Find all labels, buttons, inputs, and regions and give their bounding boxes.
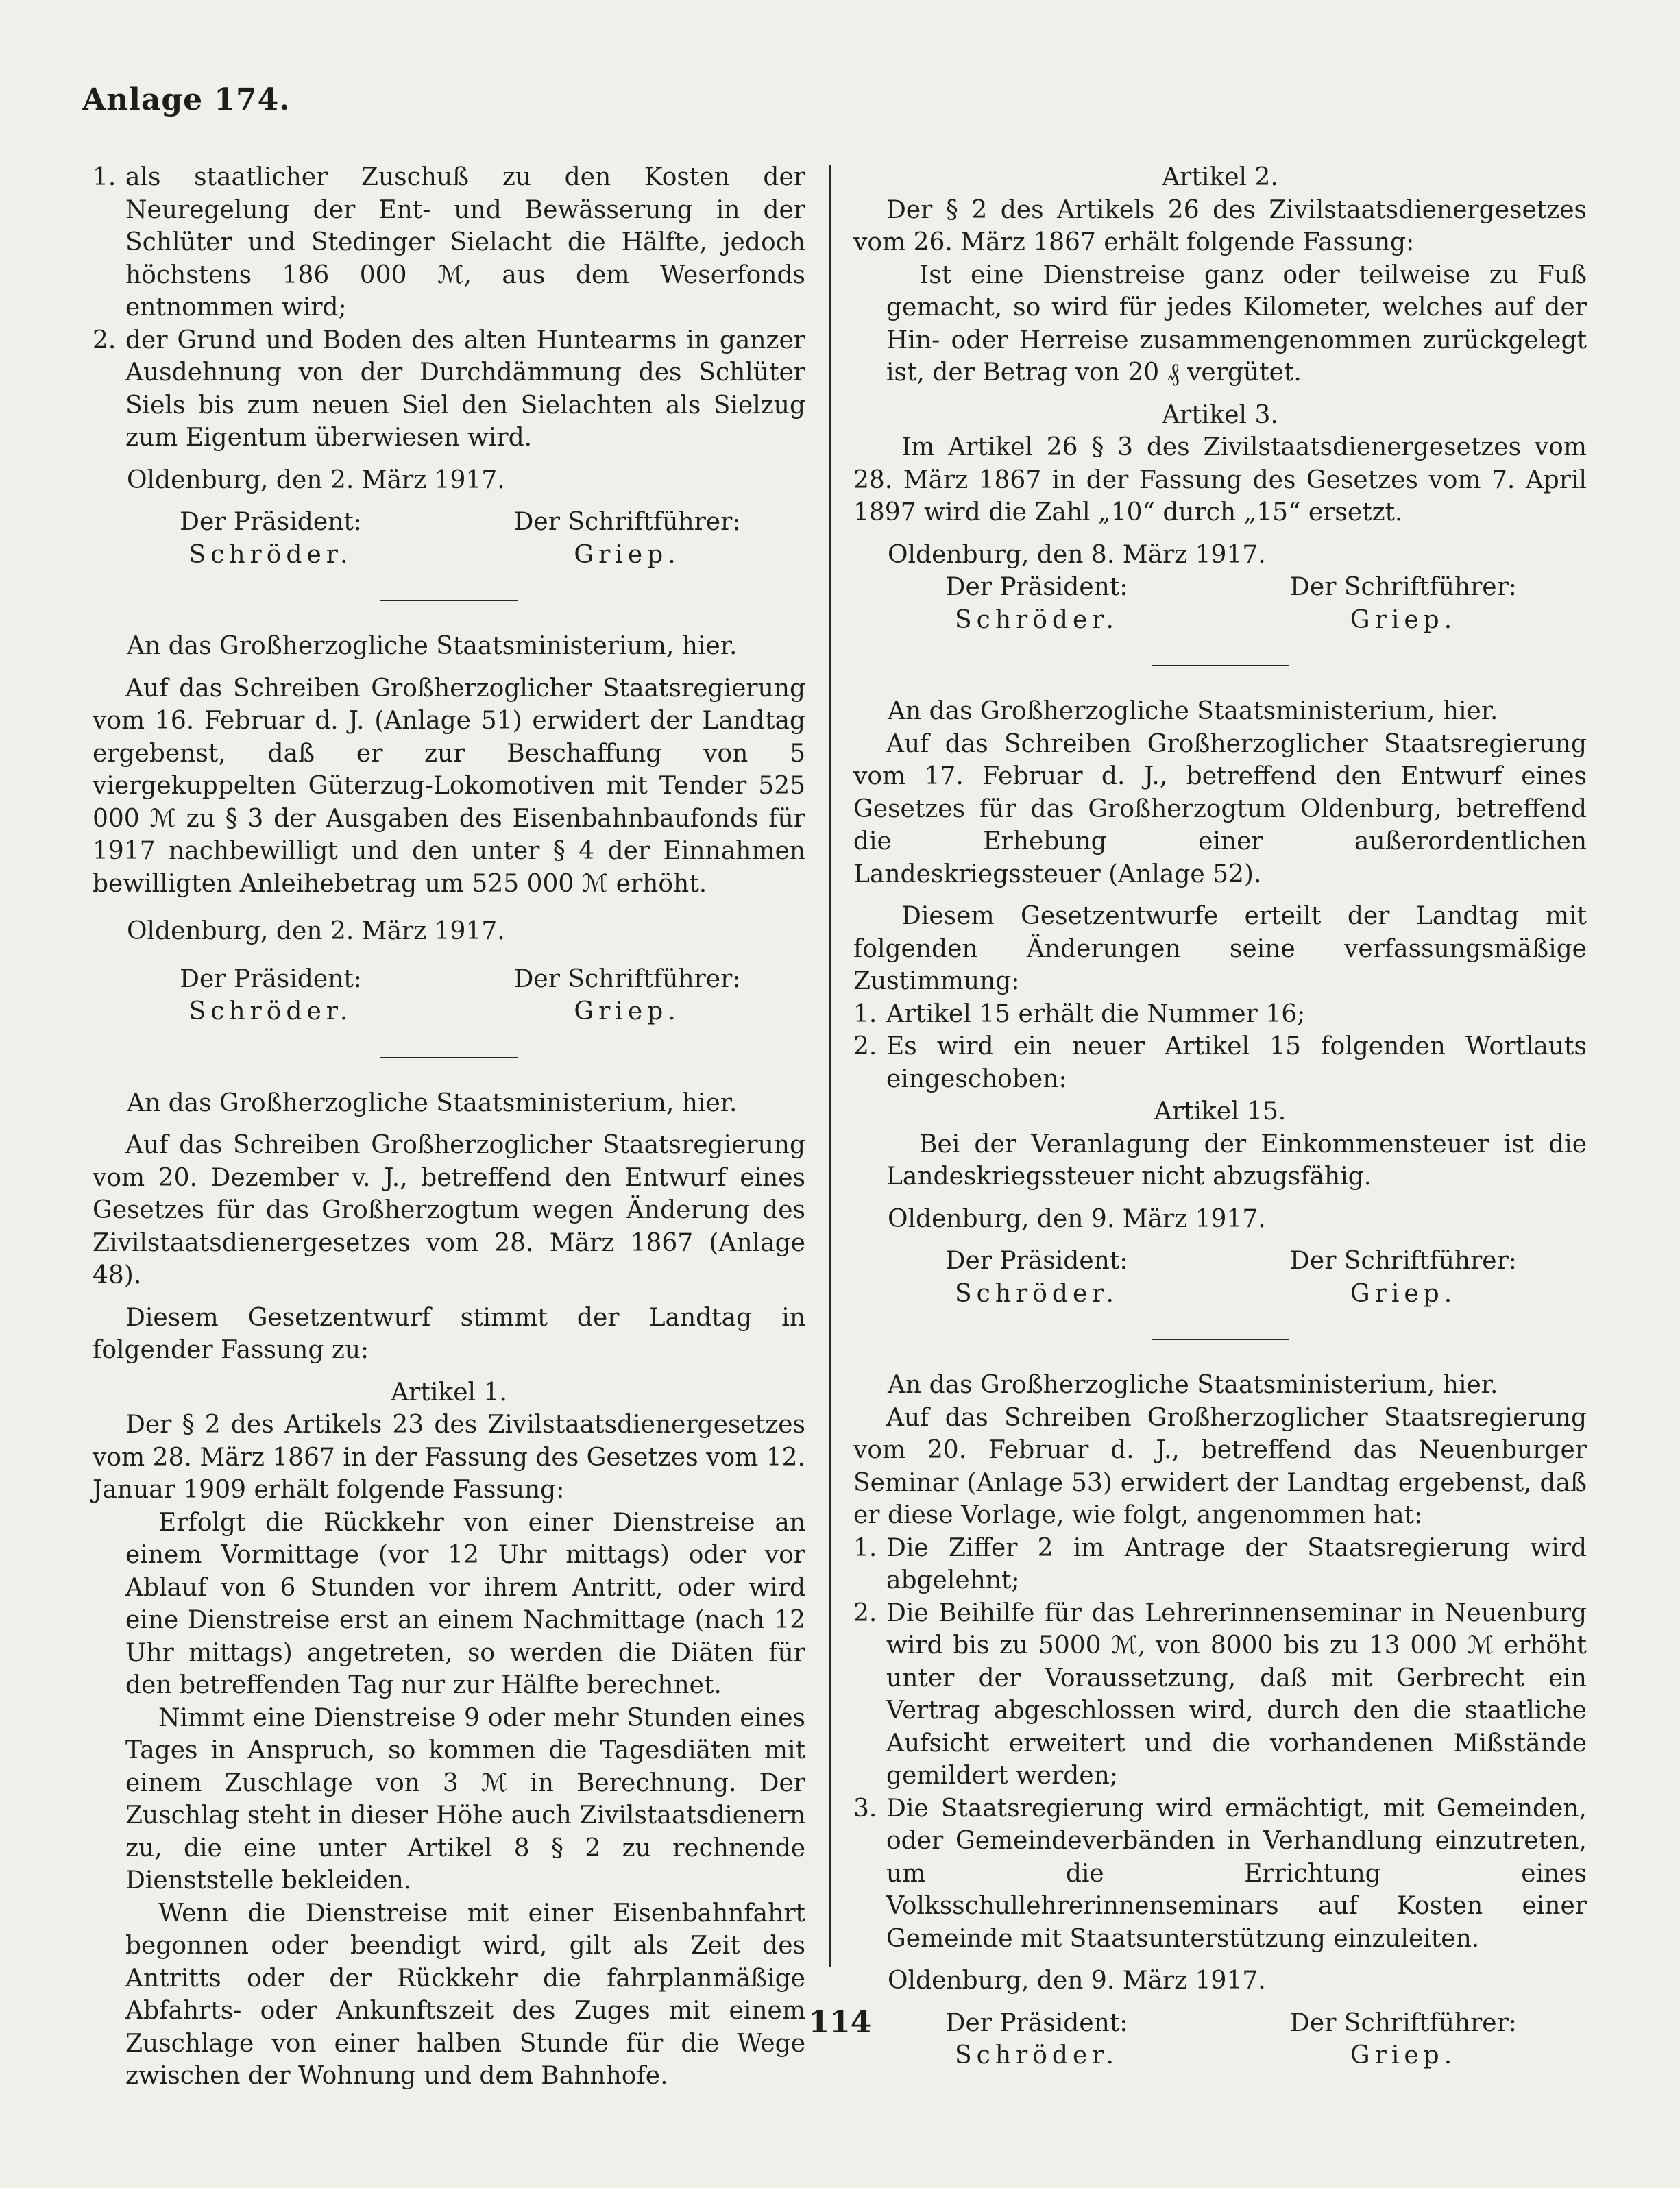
column-divider [829,165,831,1967]
secretary-title: Der Schriftführer: [1290,1247,1517,1275]
secretary-title: Der Schriftführer: [1290,2008,1517,2037]
list-text: Artikel 15 erhält die Nummer 16; [886,999,1306,1028]
list-number: 3. [853,1794,877,1823]
list-item [93,324,805,454]
article-text: Im Artikel 26 § 3 des Zivilstaatsdienergesetzes vom 28. März 1867 in der Fassung des Gesetzes vom 7. April 1897 wird die Zahl „10“ durch „15“ ersetzt. [853,433,1587,526]
section-divider [380,1057,518,1058]
left-column [93,161,805,2093]
place-date: Oldenburg, den 9. März 1917. [888,1204,1266,1233]
list-text: Die Ziffer 2 im Antrage der Staatsregierung wird abgelehnt; [886,1533,1587,1594]
body-paragraph: Auf das Schreiben Großherzoglicher Staatsregierung vom 17. Februar d. J., betreffend den Entwurf eines Gesetzes für das Großherzogtum Oldenburg, betreffend die Erhebung einer außerordentlichen Landeskriegssteuer (Anlage 52). [853,729,1587,888]
president-name: Schröder. [955,605,1119,634]
list-item [853,1792,1587,1956]
list-text: Es wird ein neuer Artikel 15 folgenden Wortlauts eingeschoben: [886,1032,1587,1093]
body-paragraph: Auf das Schreiben Großherzoglicher Staatsregierung vom 20. Dezember v. J., betreffend den Entwurf eines Gesetzes für das Großherzogtum wegen Änderung des Zivilstaatsdienergesetzes vom 28. März 1867 (Anlage 48). [93,1131,805,1289]
addressee: An das Großherzogliche Staatsministerium, hier. [888,1371,1498,1399]
quoted-paragraph: Bei der Veranlagung der Einkommensteuer ist die Landeskriegssteuer nicht abzugsfähig. [886,1130,1587,1191]
list-item [853,1532,1587,1597]
signature-block [853,1245,1587,1310]
body-paragraph: Auf das Schreiben Großherzoglicher Staatsregierung vom 20. Februar d. J., betreffend das Neuenburger Seminar (Anlage 53) erwidert der Landtag ergebenst, daß er diese Vorlage, wie folgt, angenommen hat: [853,1403,1587,1529]
section-divider [1152,665,1289,666]
president-name: Schröder. [188,540,353,569]
president-name: Schröder. [188,997,353,1025]
page-number: 114 [808,2005,872,2040]
president-title: Der Präsident: [945,2008,1128,2037]
list-item [853,1597,1587,1792]
secretary-name: Griep. [574,997,681,1025]
article-title: Artikel 2. [1162,163,1278,191]
place-date: Oldenburg, den 2. März 1917. [127,917,505,945]
quoted-paragraph: Wenn die Dienstreise mit einer Eisenbahnfahrt begonnen oder beendigt wird, gilt als Zeit des Antritts oder der Rückkehr die fahrplanmäßige Abfahrts- oder Ankunftszeit des Zuges mit einem Zuschlage von einer halben Stunde für die Wege zwischen der Wohnung und dem Bahnhofe. [125,1899,805,2090]
president-title: Der Präsident: [180,508,362,536]
right-column [853,161,1587,2072]
list-number: 1. [93,163,117,191]
body-paragraph: Diesem Gesetzentwurfe erteilt der Landtag mit folgenden Änderungen seine verfassungsmäßige Zustimmung: [853,902,1587,995]
president-title: Der Präsident: [945,1247,1128,1275]
place-date: Oldenburg, den 2. März 1917. [127,465,505,494]
secretary-title: Der Schriftführer: [513,508,741,536]
president-title: Der Präsident: [945,573,1128,601]
page-header: Anlage 174. [82,82,291,117]
president-title: Der Präsident: [180,964,362,993]
article-title: Artikel 1. [391,1378,507,1407]
list-text: Die Staatsregierung wird ermächtigt, mit Gemeinden, oder Gemeindeverbänden in Verhandlung einzutreten, um die Errichtung eines Volksschullehrerinnenseminars auf Kosten einer Gemeinde mit Staatsunterstützung einzuleiten. [886,1794,1587,1953]
addressee: An das Großherzogliche Staatsministerium, hier. [127,1089,738,1117]
list-number: 2. [93,326,117,354]
place-date: Oldenburg, den 9. März 1917. [888,1967,1266,1995]
article-text: Der § 2 des Artikels 23 des Zivilstaatsdienergesetzes vom 28. März 1867 in der Fassung des Gesetzes vom 12. Januar 1909 erhält folgende Fassung: [93,1411,805,1504]
section-divider [1152,1339,1289,1340]
list-item [853,1030,1587,1095]
president-name: Schröder. [955,2041,1119,2069]
article-title: Artikel 3. [1162,400,1278,429]
quoted-paragraph: Ist eine Dienstreise ganz oder teilweise zu Fuß gemacht, so wird für jedes Kilometer, welches auf der Hin- oder Herreise zusammengenommen zurückgelegt ist, der Betrag von 20 ₰ vergütet. [886,260,1587,387]
secretary-title: Der Schriftführer: [1290,573,1517,601]
quoted-paragraph: Erfolgt die Rückkehr von einer Dienstreise an einem Vormittage (vor 12 Uhr mittags) oder vor Ablauf von 6 Stunden vor ihrem Antritt, oder wird eine Dienstreise erst an einem Nachmittage (nach 12 Uhr mittags) angetreten, so werden die Diäten für den betreffenden Tag nur zur Hälfte berechnet. [125,1508,805,1699]
signature-block [93,506,805,571]
list-text: Die Beihilfe für das Lehrerinnenseminar in Neuenburg wird bis zu 5000 ℳ, von 8000 bis zu 13 000 ℳ erhöht unter der Voraussetzung, daß mit Gerbrecht ein Vertrag abgeschlossen wird, durch den die staatliche Aufsicht erweitert und die vorhandenen Mißstände gemildert werden; [886,1599,1587,1790]
signature-block [93,963,805,1028]
secretary-title: Der Schriftführer: [513,964,741,993]
article-title: Artikel 15. [1154,1097,1287,1126]
addressee: An das Großherzogliche Staatsministerium, hier. [127,632,738,660]
list-number: 1. [853,1533,877,1562]
quoted-paragraph: Nimmt eine Dienstreise 9 oder mehr Stunden eines Tages in Anspruch, so kommen die Tagesdiäten mit einem Zuschlage von 3 ℳ in Berechnung. Der Zuschlag steht in dieser Höhe auch Zivilstaatsdienern zu, die eine unter Artikel 8 § 2 zu rechnende Dienststelle bekleiden. [125,1703,805,1895]
section-divider [380,600,518,601]
place-date: Oldenburg, den 8. März 1917. [888,540,1266,569]
president-name: Schröder. [955,1279,1119,1308]
secretary-name: Griep. [1350,605,1457,634]
secretary-name: Griep. [574,540,681,569]
secretary-name: Griep. [1350,2041,1457,2069]
body-paragraph: Diesem Gesetzentwurf stimmt der Landtag in folgender Fassung zu: [93,1303,805,1364]
list-text: der Grund und Boden des alten Huntearms in ganzer Ausdehnung von der Durchdämmung des Schlüter Siels bis zum neuen Siel den Sielachten als Sielzug zum Eigentum überwiesen wird. [125,326,805,452]
signature-block [853,571,1587,636]
list-number: 2. [853,1032,877,1060]
secretary-name: Griep. [1350,1279,1457,1308]
list-text: als staatlicher Zuschuß zu den Kosten der Neuregelung der Ent- und Bewässerung in der Schlüter und Stedinger Sielacht die Hälfte, jedoch höchstens 186 000 ℳ, aus dem Weserfonds entnommen wird; [125,163,805,321]
addressee: An das Großherzogliche Staatsministerium, hier. [888,697,1498,725]
list-number: 1. [853,999,877,1028]
list-number: 2. [853,1599,877,1627]
list-item [853,998,1587,1031]
list-item [93,161,805,324]
article-text: Der § 2 des Artikels 26 des Zivilstaatsdienergesetzes vom 26. März 1867 erhält folgende Fassung: [853,195,1587,256]
body-paragraph: Auf das Schreiben Großherzoglicher Staatsregierung vom 16. Februar d. J. (Anlage 51) erwidert der Landtag ergebenst, daß er zur Beschaffung von 5 viergekuppelten Güterzug-Lokomotiven mit Tender 525 000 ℳ zu § 3 der Ausgaben des Eisenbahnbaufonds für 1917 nachbewilligt und den unter § 4 der Einnahmen bewilligten Anleihebetrag um 525 000 ℳ erhöht. [93,674,805,898]
